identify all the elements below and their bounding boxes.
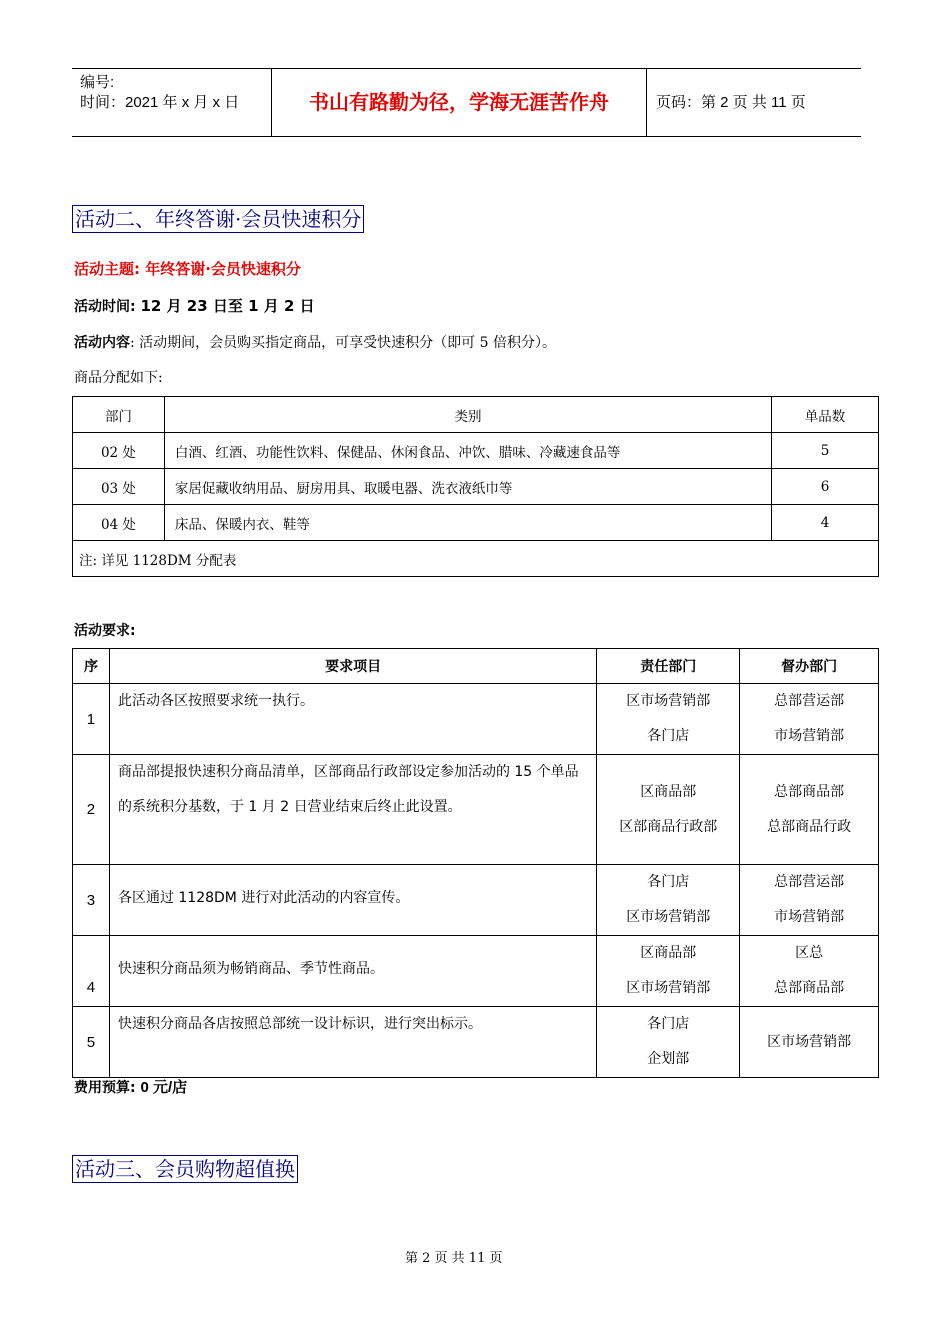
header-cell: 部门 <box>73 397 165 433</box>
dept-line: 区市场营销部 <box>767 1033 852 1050</box>
category-cell: 家居促藏收纳用品、厨房用具、取暖电器、洗衣液纸巾等 <box>164 469 771 505</box>
requirement-item: 各区通过 1128DM 进行对此活动的内容宣传。 <box>109 865 596 936</box>
activity-content <box>74 332 556 352</box>
supervising-dept <box>740 865 879 936</box>
dept-line: 区市场营销部 <box>626 909 711 925</box>
dept-line: 各门店 <box>647 1016 690 1032</box>
dept-line: 各门店 <box>647 874 690 890</box>
table-row <box>73 1007 879 1078</box>
count-cell: 6 <box>772 469 879 505</box>
dept-line: 企划部 <box>647 1051 690 1067</box>
count-cell: 4 <box>772 505 879 541</box>
dept-cell: 02 处 <box>73 433 165 469</box>
section3-title: 活动三、会员购物超值换 <box>72 1155 298 1183</box>
header-cell: 类别 <box>164 397 771 433</box>
dept-line: 总部商品行政 <box>767 818 852 835</box>
budget <box>74 1076 187 1097</box>
dept-line: 区商品部 <box>640 945 697 961</box>
dept-line: 市场营销部 <box>774 909 845 925</box>
supervising-dept <box>740 1007 879 1078</box>
requirement-item: 此活动各区按照要求统一执行。 <box>109 684 596 755</box>
dept-line: 总部营运部 <box>774 874 845 890</box>
dept-line: 区市场营销部 <box>626 980 711 996</box>
responsible-dept <box>597 684 740 755</box>
page-label: 页码：第 2 页 共 11 页 <box>656 94 806 111</box>
table-row <box>73 684 879 755</box>
requirements-table <box>72 648 879 1078</box>
responsible-dept <box>597 865 740 936</box>
header-meta <box>72 69 272 136</box>
header-cell: 序 <box>73 649 110 684</box>
table-row <box>73 469 879 505</box>
table-note: 注: 详见 1128DM 分配表 <box>73 541 879 577</box>
supervising-dept <box>740 755 879 865</box>
category-cell: 白酒、红酒、功能性饮料、保健品、休闲食品、冲饮、腊味、冷藏速食品等 <box>164 433 771 469</box>
dept-line: 总部营运部 <box>774 693 845 709</box>
activity-theme: 活动主题: 年终答谢·会员快速积分 <box>74 260 301 278</box>
goods-table <box>72 396 879 577</box>
activity-content-text: : 活动期间，会员购买指定商品，可享受快速积分（即可 5 倍积分）。 <box>130 335 556 351</box>
motto: 书山有路勤为径，学海无涯苦作舟 <box>272 69 647 136</box>
row-number: 3 <box>73 865 110 936</box>
supervising-dept <box>740 684 879 755</box>
page-footer: 第 2 页 共 11 页 <box>405 1251 503 1266</box>
row-number: 2 <box>73 755 110 865</box>
requirement-item: 快速积分商品各店按照总部统一设计标识，进行突出标示。 <box>109 1007 596 1078</box>
header-cell: 要求项目 <box>109 649 596 684</box>
requirements-label: 活动要求: <box>74 623 136 639</box>
activity-time-label: 活动时间: <box>74 299 141 315</box>
dept-line: 各门店 <box>647 728 690 744</box>
table-note-row <box>73 541 879 577</box>
table-row <box>73 936 879 1007</box>
table-header-row <box>73 649 879 684</box>
responsible-dept <box>597 1007 740 1078</box>
dept-line: 区总 <box>795 945 824 961</box>
dept-line: 总部商品部 <box>774 783 845 800</box>
activity-time-value: 12 月 23 日至 1 月 2 日 <box>140 297 315 315</box>
time-label: 时间：2021 年 x 月 x 日 <box>80 94 240 111</box>
document-header <box>72 68 861 137</box>
dept-line: 区商品部 <box>640 783 697 800</box>
category-cell: 床品、保暖内衣、鞋等 <box>164 505 771 541</box>
count-cell: 5 <box>772 433 879 469</box>
number-label: 编号: <box>80 74 115 91</box>
header-cell: 责任部门 <box>597 649 740 684</box>
dept-line: 区市场营销部 <box>626 693 711 709</box>
dept-cell: 03 处 <box>73 469 165 505</box>
budget-label: 费用预算: <box>74 1080 141 1096</box>
dept-line: 总部商品部 <box>774 980 845 996</box>
activity-content-label: 活动内容 <box>74 335 130 351</box>
table-row <box>73 865 879 936</box>
activity-time <box>74 295 315 316</box>
budget-value: 0 元/店 <box>140 1079 188 1096</box>
table-row <box>73 755 879 865</box>
table-row <box>73 433 879 469</box>
requirement-item: 商品部提报快速积分商品清单，区部商品行政部设定参加活动的 15 个单品的系统积分基数，于 1 月 2 日营业结束后终止此设置。 <box>109 755 596 865</box>
row-number: 1 <box>73 684 110 755</box>
supervising-dept <box>740 936 879 1007</box>
table-row <box>73 505 879 541</box>
header-cell: 督办部门 <box>740 649 879 684</box>
header-cell: 单品数 <box>772 397 879 433</box>
dept-line: 市场营销部 <box>774 728 845 744</box>
distribution-label: 商品分配如下: <box>74 370 163 386</box>
row-number: 5 <box>73 1007 110 1078</box>
dept-line: 区部商品行政部 <box>619 818 718 835</box>
responsible-dept <box>597 755 740 865</box>
requirement-item: 快速积分商品须为畅销商品、季节性商品。 <box>109 936 596 1007</box>
responsible-dept <box>597 936 740 1007</box>
dept-cell: 04 处 <box>73 505 165 541</box>
table-header-row <box>73 397 879 433</box>
row-number: 4 <box>73 936 110 1007</box>
section2-title: 活动二、年终答谢·会员快速积分 <box>72 205 364 233</box>
